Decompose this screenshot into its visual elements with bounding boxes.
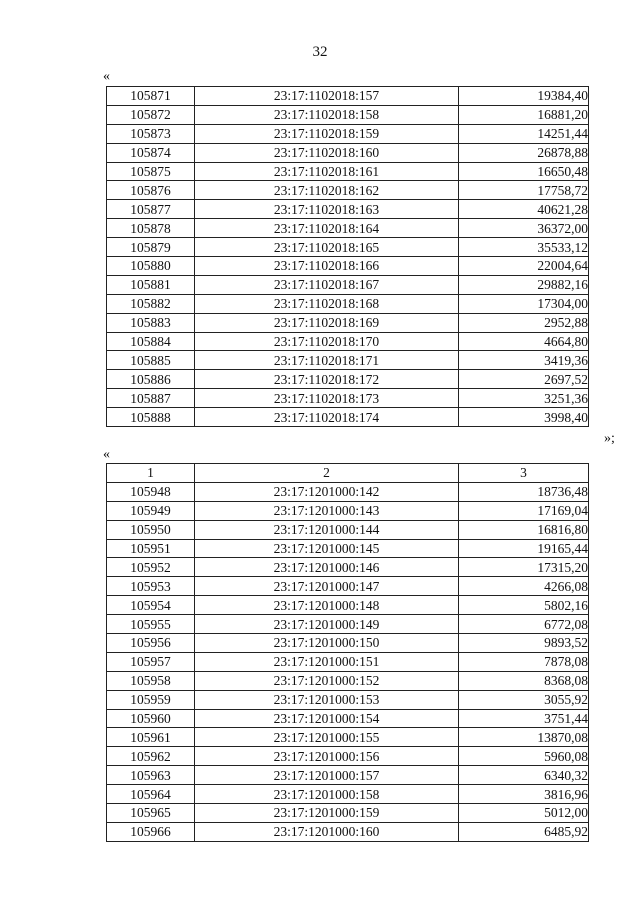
opening-quote-mark: « xyxy=(103,447,110,462)
row-number-cell: 105949 xyxy=(107,501,195,520)
value-cell: 4266,08 xyxy=(459,577,589,596)
row-number-cell: 105955 xyxy=(107,615,195,634)
row-number-cell: 105960 xyxy=(107,709,195,728)
table-body xyxy=(107,87,589,427)
value-cell: 22004,64 xyxy=(459,257,589,276)
value-cell: 17304,00 xyxy=(459,294,589,313)
cadastral-number-cell: 23:17:1201000:151 xyxy=(195,652,459,671)
table-row xyxy=(107,709,589,728)
value-cell: 6772,08 xyxy=(459,615,589,634)
cadastral-number-cell: 23:17:1102018:167 xyxy=(195,275,459,294)
value-cell: 2952,88 xyxy=(459,313,589,332)
value-cell: 16650,48 xyxy=(459,162,589,181)
row-number-cell: 105884 xyxy=(107,332,195,351)
value-cell: 6340,32 xyxy=(459,766,589,785)
cadastral-number-cell: 23:17:1102018:171 xyxy=(195,351,459,370)
cadastral-number-cell: 23:17:1201000:144 xyxy=(195,520,459,539)
table-row xyxy=(107,162,589,181)
row-number-cell: 105956 xyxy=(107,634,195,653)
cadastral-number-cell: 23:17:1201000:150 xyxy=(195,634,459,653)
cadastral-number-cell: 23:17:1102018:159 xyxy=(195,124,459,143)
table-row xyxy=(107,370,589,389)
value-cell: 8368,08 xyxy=(459,671,589,690)
table-body xyxy=(107,464,589,842)
value-cell: 35533,12 xyxy=(459,238,589,257)
row-number-cell: 105887 xyxy=(107,389,195,408)
table-row xyxy=(107,804,589,823)
value-cell: 5802,16 xyxy=(459,596,589,615)
value-cell: 4664,80 xyxy=(459,332,589,351)
value-cell: 14251,44 xyxy=(459,124,589,143)
table-row xyxy=(107,520,589,539)
table-row xyxy=(107,275,589,294)
cadastral-table-1 xyxy=(106,86,589,427)
table-row xyxy=(107,747,589,766)
row-number-cell: 105954 xyxy=(107,596,195,615)
cadastral-number-cell: 23:17:1102018:169 xyxy=(195,313,459,332)
value-cell: 3419,36 xyxy=(459,351,589,370)
table-row xyxy=(107,501,589,520)
row-number-cell: 105876 xyxy=(107,181,195,200)
row-number-cell: 105872 xyxy=(107,105,195,124)
cadastral-number-cell: 23:17:1201000:142 xyxy=(195,482,459,501)
row-number-cell: 105873 xyxy=(107,124,195,143)
row-number-cell: 105879 xyxy=(107,238,195,257)
row-number-cell: 105875 xyxy=(107,162,195,181)
cadastral-number-cell: 23:17:1201000:143 xyxy=(195,501,459,520)
table-row xyxy=(107,389,589,408)
cadastral-number-cell: 23:17:1201000:152 xyxy=(195,671,459,690)
cadastral-number-cell: 23:17:1201000:155 xyxy=(195,728,459,747)
value-cell: 7878,08 xyxy=(459,652,589,671)
table-row xyxy=(107,124,589,143)
value-cell: 17758,72 xyxy=(459,181,589,200)
row-number-cell: 105881 xyxy=(107,275,195,294)
value-cell: 3251,36 xyxy=(459,389,589,408)
value-cell: 40621,28 xyxy=(459,200,589,219)
cadastral-number-cell: 23:17:1102018:170 xyxy=(195,332,459,351)
value-cell: 18736,48 xyxy=(459,482,589,501)
cadastral-number-cell: 23:17:1201000:148 xyxy=(195,596,459,615)
row-number-cell: 105951 xyxy=(107,539,195,558)
cadastral-number-cell: 23:17:1102018:164 xyxy=(195,219,459,238)
cadastral-number-cell: 23:17:1102018:163 xyxy=(195,200,459,219)
row-number-cell: 105878 xyxy=(107,219,195,238)
row-number-cell: 105961 xyxy=(107,728,195,747)
table-row xyxy=(107,200,589,219)
table-row xyxy=(107,313,589,332)
cadastral-number-cell: 23:17:1201000:154 xyxy=(195,709,459,728)
cadastral-number-cell: 23:17:1201000:145 xyxy=(195,539,459,558)
table-row xyxy=(107,728,589,747)
cadastral-number-cell: 23:17:1201000:146 xyxy=(195,558,459,577)
table-header-row xyxy=(107,464,589,483)
table-row xyxy=(107,332,589,351)
table-row xyxy=(107,143,589,162)
table-row xyxy=(107,652,589,671)
table-row xyxy=(107,87,589,106)
table-row xyxy=(107,294,589,313)
value-cell: 19384,40 xyxy=(459,87,589,106)
closing-quote-mark: »; xyxy=(604,431,615,446)
row-number-cell: 105882 xyxy=(107,294,195,313)
page-number: 32 xyxy=(312,44,328,60)
table-row xyxy=(107,539,589,558)
row-number-cell: 105948 xyxy=(107,482,195,501)
value-cell: 13870,08 xyxy=(459,728,589,747)
table-row xyxy=(107,238,589,257)
table-row xyxy=(107,181,589,200)
row-number-cell: 105874 xyxy=(107,143,195,162)
cadastral-number-cell: 23:17:1102018:172 xyxy=(195,370,459,389)
table-row xyxy=(107,822,589,841)
table-row xyxy=(107,690,589,709)
row-number-cell: 105888 xyxy=(107,408,195,427)
cadastral-number-cell: 23:17:1102018:157 xyxy=(195,87,459,106)
cadastral-number-cell: 23:17:1201000:149 xyxy=(195,615,459,634)
row-number-cell: 105952 xyxy=(107,558,195,577)
table-row xyxy=(107,634,589,653)
value-cell: 5960,08 xyxy=(459,747,589,766)
opening-quote-mark: « xyxy=(103,69,110,84)
cadastral-number-cell: 23:17:1102018:158 xyxy=(195,105,459,124)
row-number-cell: 105964 xyxy=(107,785,195,804)
cadastral-number-cell: 23:17:1102018:162 xyxy=(195,181,459,200)
row-number-cell: 105963 xyxy=(107,766,195,785)
cadastral-number-cell: 23:17:1201000:160 xyxy=(195,822,459,841)
value-cell: 16816,80 xyxy=(459,520,589,539)
cadastral-number-cell: 23:17:1102018:165 xyxy=(195,238,459,257)
row-number-cell: 105966 xyxy=(107,822,195,841)
cadastral-number-cell: 23:17:1201000:156 xyxy=(195,747,459,766)
value-cell: 17315,20 xyxy=(459,558,589,577)
cadastral-number-cell: 23:17:1201000:147 xyxy=(195,577,459,596)
table-row xyxy=(107,785,589,804)
cadastral-number-cell: 23:17:1102018:166 xyxy=(195,257,459,276)
cadastral-number-cell: 23:17:1102018:173 xyxy=(195,389,459,408)
cadastral-number-cell: 23:17:1102018:161 xyxy=(195,162,459,181)
cadastral-number-cell: 23:17:1201000:157 xyxy=(195,766,459,785)
table-row xyxy=(107,596,589,615)
value-cell: 6485,92 xyxy=(459,822,589,841)
cadastral-number-cell: 23:17:1102018:168 xyxy=(195,294,459,313)
header-cell: 3 xyxy=(459,464,589,483)
value-cell: 2697,52 xyxy=(459,370,589,389)
value-cell: 3816,96 xyxy=(459,785,589,804)
table-row xyxy=(107,408,589,427)
row-number-cell: 105886 xyxy=(107,370,195,389)
value-cell: 3998,40 xyxy=(459,408,589,427)
cadastral-number-cell: 23:17:1201000:153 xyxy=(195,690,459,709)
table-row xyxy=(107,219,589,238)
value-cell: 16881,20 xyxy=(459,105,589,124)
row-number-cell: 105877 xyxy=(107,200,195,219)
table-row xyxy=(107,257,589,276)
value-cell: 17169,04 xyxy=(459,501,589,520)
value-cell: 9893,52 xyxy=(459,634,589,653)
value-cell: 26878,88 xyxy=(459,143,589,162)
row-number-cell: 105953 xyxy=(107,577,195,596)
row-number-cell: 105885 xyxy=(107,351,195,370)
table-row xyxy=(107,671,589,690)
value-cell: 3751,44 xyxy=(459,709,589,728)
row-number-cell: 105958 xyxy=(107,671,195,690)
row-number-cell: 105965 xyxy=(107,804,195,823)
row-number-cell: 105957 xyxy=(107,652,195,671)
table-row xyxy=(107,615,589,634)
header-cell: 1 xyxy=(107,464,195,483)
row-number-cell: 105871 xyxy=(107,87,195,106)
cadastral-number-cell: 23:17:1102018:160 xyxy=(195,143,459,162)
row-number-cell: 105959 xyxy=(107,690,195,709)
table-row xyxy=(107,577,589,596)
value-cell: 36372,00 xyxy=(459,219,589,238)
table-row xyxy=(107,558,589,577)
cadastral-number-cell: 23:17:1102018:174 xyxy=(195,408,459,427)
value-cell: 5012,00 xyxy=(459,804,589,823)
row-number-cell: 105880 xyxy=(107,257,195,276)
row-number-cell: 105962 xyxy=(107,747,195,766)
table-row xyxy=(107,482,589,501)
value-cell: 3055,92 xyxy=(459,690,589,709)
cadastral-table-2 xyxy=(106,463,589,842)
table-row xyxy=(107,105,589,124)
row-number-cell: 105883 xyxy=(107,313,195,332)
header-cell: 2 xyxy=(195,464,459,483)
row-number-cell: 105950 xyxy=(107,520,195,539)
cadastral-number-cell: 23:17:1201000:159 xyxy=(195,804,459,823)
table-row xyxy=(107,351,589,370)
value-cell: 19165,44 xyxy=(459,539,589,558)
cadastral-number-cell: 23:17:1201000:158 xyxy=(195,785,459,804)
table-row xyxy=(107,766,589,785)
value-cell: 29882,16 xyxy=(459,275,589,294)
